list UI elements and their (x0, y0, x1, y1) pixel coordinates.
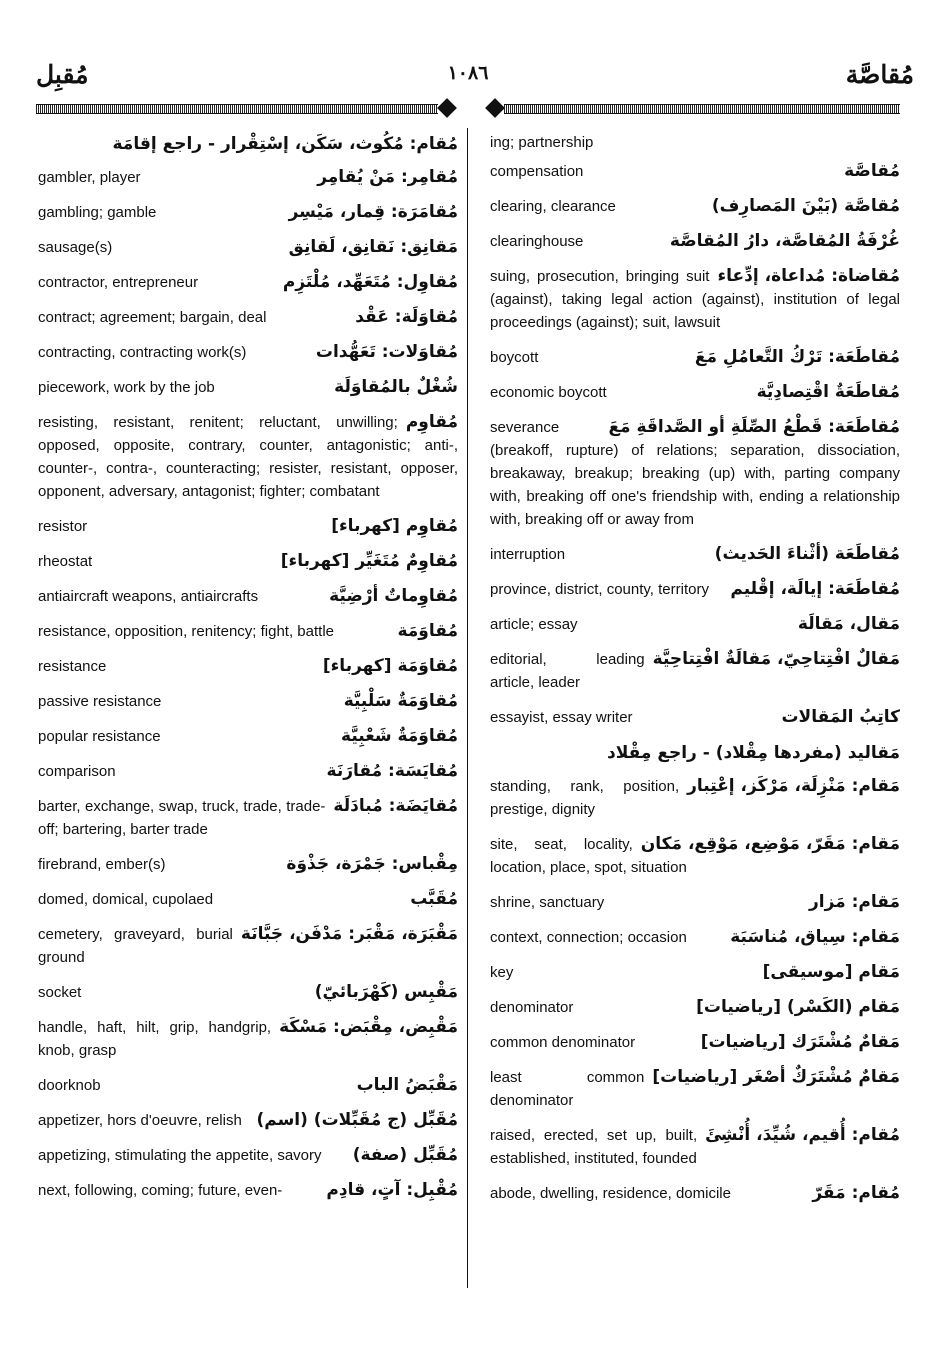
dictionary-entry (490, 775, 900, 821)
dictionary-entry (38, 853, 458, 876)
entry-arabic-term: مُقاطَعَة (أثْناءَ الحَديث) (714, 544, 900, 564)
entry-english-definition: gambling; gamble (38, 204, 157, 221)
dictionary-entry (490, 648, 900, 694)
entry-english-definition: resistance (38, 658, 107, 675)
dictionary-entry (490, 543, 900, 566)
entry-arabic-term: مِقْباس: جَمْرَة، جَذْوَة (286, 854, 458, 874)
entry-arabic-term: مُقايَضَة: مُبادَلَة (333, 796, 458, 816)
entry-arabic-term: مُقَبِّل (ج مُقَبِّلات) (اسم) (256, 1110, 458, 1130)
dictionary-entry (490, 230, 900, 253)
dictionary-entry (490, 346, 900, 369)
entry-arabic-term: مَقامٌ مُشْتَرَك [رياضيات] (700, 1032, 900, 1052)
dictionary-entry (38, 655, 458, 678)
entry-arabic-term: مُقاصَّة (بَيْنَ المَصارِف) (711, 196, 900, 216)
entry-arabic-term: مُقَبِّل (صفة) (352, 1145, 458, 1165)
header-rule-right (504, 104, 900, 114)
dictionary-entry (490, 961, 900, 984)
entry-arabic-term: مَقانِق: نَقانِق، لَقانِق (288, 237, 458, 257)
entry-arabic-term: شُغْلٌ بالمُقاوَلَة (334, 377, 458, 397)
entry-english-definition: context, connection; occasion (490, 929, 687, 946)
entry-english-definition: appetizer, hors d'oeuvre, relish (38, 1112, 242, 1129)
entry-english-definition: province, district, county, territory (490, 581, 709, 598)
entry-english-definition: essayist, essay writer (490, 709, 633, 726)
dictionary-entry (38, 1016, 458, 1062)
entry-arabic-term: مَقامٌ مُشْتَرَكٌ أصْغَر [رياضيات] (652, 1067, 900, 1087)
entry-arabic-term: مُقاوَلَة: عَقْد (355, 307, 458, 327)
entry-english-definition: clearinghouse (490, 233, 584, 250)
entry-arabic-term: مَقام (الكَسْر) [رياضيات] (696, 997, 900, 1017)
entry-arabic-term: مُقاضاة: مُداعاة، إدِّعاء (717, 266, 900, 286)
entry-english-definition: severance (breakoff, rupture) of relations; separation, dissociation, breakaway, breakup; breaking (up) with, parting company with, breaking off one's friendship with, ending a relationship with, breaking off or away from (490, 419, 900, 528)
entry-english-definition: site, seat, locality, location, place, spot, situation (490, 836, 687, 876)
dictionary-entry (38, 306, 458, 329)
entry-arabic-term: مُقْبِل: آتٍ، قادِم (326, 1180, 458, 1200)
entry-arabic-term: كاتِبُ المَقالات (781, 707, 900, 727)
entry-english-definition: suing, prosecution, bringing suit (against), taking legal action (against), institution of legal proceedings (against); suit, lawsuit (490, 268, 900, 331)
entry-english-definition: socket (38, 984, 82, 1001)
entry-english-definition: antiaircraft weapons, antiaircrafts (38, 588, 259, 605)
entry-arabic-term: مَقالٌ افْتِتاحِيّ، مَقالَةٌ افْتِتاحِيَّة (652, 649, 900, 669)
entry-arabic-term: مُقامَرَة: قِمار، مَيْسِر (288, 202, 458, 222)
dictionary-entry (38, 271, 458, 294)
entry-arabic-term: مُقاوِم (405, 412, 458, 432)
entry-arabic-term: غُرْفَةُ المُقاصَّة، دارُ المُقاصَّة (669, 231, 900, 251)
dictionary-entry (490, 1182, 900, 1205)
entry-english-definition: compensation (490, 163, 584, 180)
entry-english-definition: appetizing, stimulating the appetite, savory (38, 1147, 322, 1164)
entry-english-definition: least common denominator (490, 1069, 645, 1109)
entry-english-definition: key (490, 964, 514, 981)
entry-english-definition: editorial, leading article, leader (490, 651, 645, 691)
entry-english-definition: boycott (490, 349, 539, 366)
dictionary-entry (38, 515, 458, 538)
entry-arabic-term: مُقاوَمَة [كهرباء] (322, 656, 458, 676)
entry-english-definition: economic boycott (490, 384, 607, 401)
entry-english-definition: popular resistance (38, 728, 161, 745)
entry-english-definition: article; essay (490, 616, 578, 633)
entry-english-definition: common denominator (490, 1034, 636, 1051)
dictionary-entry (38, 376, 458, 399)
left-column (38, 132, 458, 1214)
entry-arabic-term: مُقام: أُقيم، شُيِّدَ، أُنْشِئَ (705, 1125, 900, 1145)
entry-english-definition: interruption (490, 546, 566, 563)
entry-arabic-term: مَقاليد (مفردها مِقْلاد) - راجع مِقْلاد (607, 743, 900, 763)
dictionary-entry (490, 926, 900, 949)
entry-arabic-term: مُقاوِماتٌ أرْضِيَّة (329, 586, 458, 606)
dictionary-entry (490, 741, 900, 765)
entry-english-definition: next, following, coming; future, even- (38, 1182, 283, 1199)
dictionary-entry (490, 416, 900, 531)
entry-arabic-term: مُقامِر: مَنْ يُقامِر (317, 167, 458, 187)
dictionary-entry (38, 201, 458, 224)
diamond-ornament-right (485, 98, 505, 118)
dictionary-entry (490, 160, 900, 183)
dictionary-entry (38, 888, 458, 911)
dictionary-entry (490, 265, 900, 334)
right-column (490, 132, 900, 1217)
dictionary-entry (38, 620, 458, 643)
entry-arabic-term: مُقاوَلات: تَعَهُّدات (315, 342, 458, 362)
dictionary-entry (38, 690, 458, 713)
header-rule-left (36, 104, 438, 114)
entry-english-definition: cemetery, graveyard, burial ground (38, 926, 233, 966)
entry-arabic-term: مُقاوَمَةٌ شَعْبِيَّة (341, 726, 458, 746)
dictionary-entry (38, 411, 458, 503)
entry-english-definition: clearing, clearance (490, 198, 616, 215)
entry-english-definition: firebrand, ember(s) (38, 856, 166, 873)
dictionary-entry (490, 833, 900, 879)
dictionary-entry (490, 195, 900, 218)
entry-english-definition: standing, rank, position, prestige, dignity (490, 778, 680, 818)
entry-arabic-term: مُقَبَّب (410, 889, 458, 909)
entry-arabic-term: مَقال، مَقالَة (797, 614, 900, 634)
entry-arabic-term: مُقايَسَة: مُقارَنَة (326, 761, 458, 781)
entry-english-definition: handle, haft, hilt, grip, handgrip, knob, grasp (38, 1019, 272, 1059)
dictionary-entry (38, 550, 458, 573)
entry-arabic-term: مُقاصَّة (844, 161, 900, 181)
dictionary-entry (38, 585, 458, 608)
entry-english-definition: ing; partnership (490, 134, 594, 151)
entry-arabic-term: مُقاوَمَة (397, 621, 458, 641)
entry-english-definition: piecework, work by the job (38, 379, 215, 396)
dictionary-entry (38, 132, 458, 156)
entry-arabic-term: مُقاوِمٌ مُتَغَيِّر [كهرباء] (280, 551, 458, 571)
dictionary-entry (38, 760, 458, 783)
entry-arabic-term: مَقْبِس (كَهْرَبائيّ) (314, 982, 458, 1002)
entry-english-definition: abode, dwelling, residence, domicile (490, 1185, 731, 1202)
dictionary-entry (38, 1144, 458, 1167)
header-right-word: مُقاصَّة (845, 60, 914, 89)
entry-arabic-term: مَقام: مَقَرّ، مَوْضِع، مَوْقِع، مَكان (640, 834, 900, 854)
entry-english-definition: rheostat (38, 553, 93, 570)
entry-english-definition: sausage(s) (38, 239, 113, 256)
entry-arabic-term: مُقام: مُكُوث، سَكَن، إسْتِقْرار - راجع إقامَة (112, 134, 458, 154)
entry-english-definition: passive resistance (38, 693, 162, 710)
entry-arabic-term: مَقام: سِياق، مُناسَبَة (730, 927, 900, 947)
entry-english-definition: barter, exchange, swap, truck, trade, trade-off; bartering, barter trade (38, 798, 326, 838)
diamond-ornament-left (437, 98, 457, 118)
dictionary-entry (490, 1124, 900, 1170)
entry-arabic-term: مُقاطَعَةٌ اقْتِصادِيَّة (756, 382, 900, 402)
entry-english-definition: contract; agreement; bargain, deal (38, 309, 267, 326)
entry-arabic-term: مُقاوِل: مُتَعَهِّد، مُلْتَزِم (282, 272, 458, 292)
dictionary-entry (38, 166, 458, 189)
dictionary-entry (38, 725, 458, 748)
entry-english-definition: denominator (490, 999, 574, 1016)
dictionary-entry (490, 132, 900, 154)
entry-english-definition: resisting, resistant, renitent; reluctant, unwilling; opposed, opposite, contrary, counter, antagonistic; anti-, counter-, contra-, counteracting; resister, resistant, opposer, opponent, adversary, antagonist; fighter; combatant (38, 414, 458, 500)
entry-arabic-term: مَقْبَضُ الباب (356, 1075, 458, 1095)
dictionary-entry (490, 706, 900, 729)
entry-arabic-term: مُقاطَعَة: إيالَة، إقْليم (730, 579, 900, 599)
entry-english-definition: doorknob (38, 1077, 101, 1094)
dictionary-entry (38, 1109, 458, 1132)
dictionary-entry (490, 578, 900, 601)
entry-english-definition: resistance, opposition, renitency; fight, battle (38, 623, 335, 640)
entry-arabic-term: مَقام: مَزار (808, 892, 900, 912)
dictionary-entry (490, 381, 900, 404)
entry-english-definition: contracting, contracting work(s) (38, 344, 247, 361)
dictionary-entry (490, 613, 900, 636)
entry-arabic-term: مَقْبِض، مِقْبَض: مَسْكَة (279, 1017, 458, 1037)
entry-english-definition: shrine, sanctuary (490, 894, 605, 911)
entry-arabic-term: مَقام [موسيقى] (762, 962, 900, 982)
dictionary-entry (38, 923, 458, 969)
entry-english-definition: comparison (38, 763, 116, 780)
dictionary-entry (38, 341, 458, 364)
entry-arabic-term: مُقاوَمَةٌ سَلْبِيَّة (343, 691, 458, 711)
entry-arabic-term: مُقاطَعَة: قَطْعُ الصِّلَةِ أو الصَّداقَةِ مَعَ (608, 417, 900, 437)
dictionary-entry (490, 996, 900, 1019)
entry-english-definition: domed, domical, cupolaed (38, 891, 214, 908)
entry-arabic-term: مَقْبَرَة، مَقْبَر: مَدْفَن، جَبَّانَة (240, 924, 458, 944)
column-divider (467, 128, 468, 1288)
header-left-word: مُقبِل (36, 60, 89, 89)
dictionary-entry (38, 1074, 458, 1097)
page-number: ١٠٨٦ (447, 62, 489, 84)
dictionary-entry (490, 891, 900, 914)
entry-english-definition: contractor, entrepreneur (38, 274, 199, 291)
entry-arabic-term: مُقاوِم [كهرباء] (331, 516, 458, 536)
dictionary-entry (38, 236, 458, 259)
dictionary-entry (490, 1031, 900, 1054)
entry-arabic-term: مَقام: مَنْزِلَة، مَرْكَز، إعْتِبار (687, 776, 900, 796)
dictionary-entry (38, 981, 458, 1004)
dictionary-entry (38, 795, 458, 841)
entry-arabic-term: مُقام: مَقَرّ (812, 1183, 900, 1203)
entry-arabic-term: مُقاطَعَة: تَرْكُ التَّعامُلِ مَعَ (694, 347, 900, 367)
entry-english-definition: resistor (38, 518, 88, 535)
entry-english-definition: gambler, player (38, 169, 141, 186)
dictionary-entry (38, 1179, 458, 1202)
entry-english-definition: raised, erected, set up, built, established, instituted, founded (490, 1127, 698, 1167)
dictionary-entry (490, 1066, 900, 1112)
